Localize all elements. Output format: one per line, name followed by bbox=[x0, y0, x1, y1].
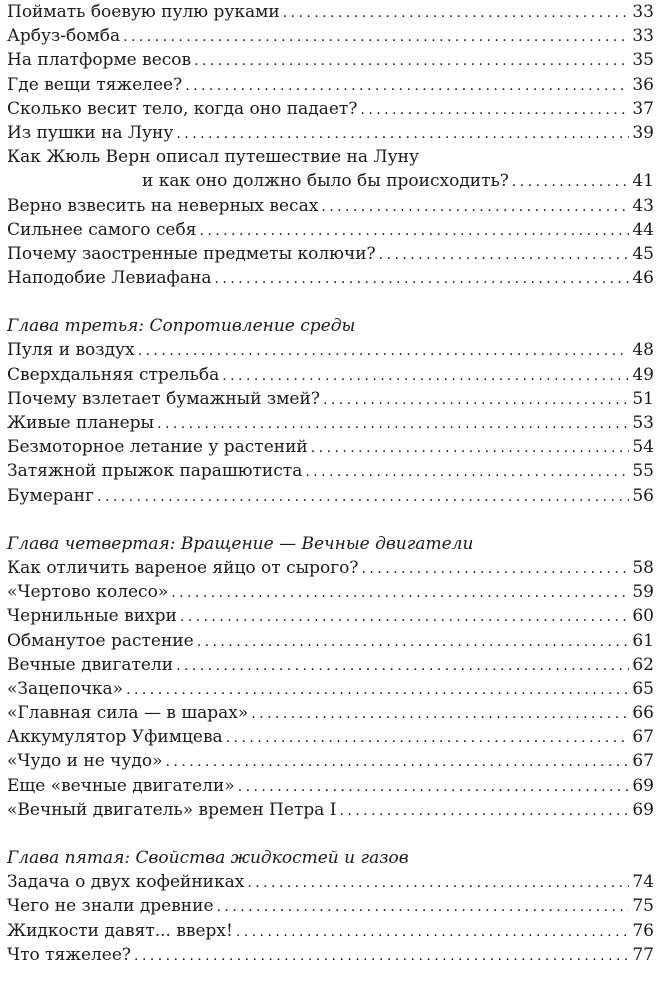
dot-leader bbox=[134, 944, 629, 968]
toc-entry[interactable] bbox=[7, 725, 654, 749]
toc-entry-page: 53 bbox=[632, 413, 654, 433]
section-gap bbox=[7, 508, 654, 532]
dot-leader bbox=[197, 630, 630, 654]
chapter-heading[interactable]: Глава четвертая: Вращение — Вечные двигатели bbox=[7, 533, 474, 554]
dot-leader bbox=[222, 364, 629, 388]
toc-entry[interactable] bbox=[7, 556, 654, 580]
toc-entry-title-line1[interactable]: Как Жюль Верн описал путешествие на Луну bbox=[7, 147, 419, 168]
toc-entry-title: Аккумулятор Уфимцева bbox=[7, 727, 223, 748]
toc-entry[interactable] bbox=[7, 798, 654, 822]
toc-entry[interactable] bbox=[7, 411, 654, 435]
toc-entry-page: 61 bbox=[632, 630, 654, 651]
toc-entry-title: Поймать боевую пулю руками bbox=[7, 2, 280, 22]
toc-entry-page: 67 bbox=[632, 727, 654, 748]
toc-entry-title: Сколько весит тело, когда оно падает? bbox=[7, 98, 358, 119]
toc-entry-title: Обманутое растение bbox=[7, 630, 194, 651]
dot-leader bbox=[166, 750, 630, 774]
toc-entry-page: 59 bbox=[632, 582, 654, 603]
toc-entry-page: 41 bbox=[632, 171, 654, 192]
section-gap bbox=[7, 822, 654, 846]
toc-entry-page: 69 bbox=[632, 775, 654, 796]
toc-entry[interactable] bbox=[7, 870, 654, 894]
dot-leader bbox=[176, 654, 629, 678]
dot-leader bbox=[157, 412, 629, 436]
toc-entry-page: 39 bbox=[632, 122, 654, 143]
toc-entry-page: 74 bbox=[632, 872, 654, 893]
toc-entry[interactable] bbox=[7, 919, 654, 943]
toc-entry-title: Что тяжелее? bbox=[7, 944, 132, 965]
toc-entry[interactable] bbox=[7, 701, 654, 725]
dot-leader bbox=[97, 485, 629, 509]
dot-leader bbox=[362, 557, 630, 581]
toc-section bbox=[7, 846, 654, 967]
toc-entry-page: 60 bbox=[632, 606, 654, 627]
toc-entry-page: 49 bbox=[632, 364, 654, 385]
dot-leader bbox=[226, 726, 630, 750]
toc-entry[interactable] bbox=[7, 774, 654, 798]
table-of-contents bbox=[7, 0, 654, 967]
toc-entry-page: 76 bbox=[632, 920, 654, 941]
dot-leader bbox=[360, 98, 629, 122]
toc-entry[interactable] bbox=[7, 266, 654, 290]
toc-entry-title: «Зацепочка» bbox=[7, 678, 124, 699]
toc-entry-page: 56 bbox=[632, 485, 654, 506]
dot-leader bbox=[323, 388, 629, 412]
toc-entry-title: Живые планеры bbox=[7, 413, 155, 433]
toc-entry[interactable] bbox=[7, 194, 654, 218]
toc-entry-title: Из пушки на Луну bbox=[7, 122, 174, 143]
toc-entry-page: 75 bbox=[632, 896, 654, 917]
toc-entry-page: 33 bbox=[632, 2, 654, 22]
toc-entry[interactable] bbox=[7, 435, 654, 459]
toc-section bbox=[7, 0, 654, 290]
toc-section bbox=[7, 532, 654, 822]
toc-entry-page: 51 bbox=[632, 388, 654, 409]
toc-entry[interactable] bbox=[7, 218, 654, 242]
toc-entry-page: 43 bbox=[632, 195, 654, 216]
toc-entry-page: 67 bbox=[632, 751, 654, 772]
dot-leader bbox=[217, 895, 630, 919]
dot-leader bbox=[194, 49, 629, 73]
toc-entry-title: Пуля и воздух bbox=[7, 340, 135, 361]
dot-leader bbox=[126, 678, 629, 702]
toc-entry[interactable] bbox=[7, 677, 654, 701]
dot-leader bbox=[251, 702, 629, 726]
toc-entry-title: Наподобие Левиафана bbox=[7, 268, 212, 289]
toc-entry[interactable] bbox=[7, 48, 654, 72]
toc-entry-page: 36 bbox=[632, 74, 654, 95]
toc-entry-page: 66 bbox=[632, 703, 654, 724]
toc-entry[interactable] bbox=[7, 459, 654, 483]
toc-entry[interactable] bbox=[7, 943, 654, 967]
dot-leader bbox=[138, 339, 630, 363]
toc-entry[interactable] bbox=[7, 894, 654, 918]
toc-entry-page: 35 bbox=[632, 50, 654, 71]
toc-entry-title: Арбуз-бомба bbox=[7, 26, 121, 47]
dot-leader bbox=[339, 799, 629, 823]
toc-entry-title: Чего не знали древние bbox=[7, 896, 214, 917]
chapter-heading[interactable]: Глава пятая: Свойства жидкостей и газов bbox=[7, 848, 409, 868]
toc-entry-page: 77 bbox=[632, 944, 654, 965]
toc-entry-page: 58 bbox=[632, 557, 654, 578]
dot-leader bbox=[283, 1, 630, 25]
toc-entry[interactable] bbox=[7, 484, 654, 508]
dot-leader bbox=[176, 122, 629, 146]
dot-leader bbox=[512, 170, 629, 194]
dot-leader bbox=[238, 775, 630, 799]
toc-entry-title: Вечные двигатели bbox=[7, 654, 174, 675]
toc-entry-title: Чернильные вихри bbox=[7, 606, 177, 627]
dot-leader bbox=[321, 195, 629, 219]
toc-entry-page: 46 bbox=[632, 268, 654, 289]
toc-entry-page: 54 bbox=[632, 437, 654, 458]
dot-leader bbox=[214, 267, 629, 291]
dot-leader bbox=[247, 871, 629, 895]
toc-entry-title: Сверхдальняя стрельба bbox=[7, 364, 220, 385]
toc-entry-title: На платформе весов bbox=[7, 50, 192, 71]
toc-entry-page: 62 bbox=[632, 654, 654, 675]
toc-entry-title: «Чертово колесо» bbox=[7, 582, 169, 603]
toc-entry-title: Задача о двух кофейниках bbox=[7, 872, 245, 893]
toc-entry-page: 69 bbox=[632, 799, 654, 820]
toc-entry[interactable] bbox=[7, 629, 654, 653]
section-gap bbox=[7, 290, 654, 314]
toc-entry[interactable] bbox=[7, 338, 654, 362]
toc-entry-title: «Вечный двигатель» времен Петра I bbox=[7, 799, 337, 820]
dot-leader bbox=[236, 920, 630, 944]
toc-entry-page: 48 bbox=[632, 340, 654, 361]
toc-entry-title: Почему заостренные предметы колючи? bbox=[7, 243, 376, 264]
chapter-heading[interactable]: Глава третья: Сопротивление среды bbox=[7, 316, 356, 337]
toc-entry-page: 33 bbox=[632, 26, 654, 47]
toc-entry-title: Затяжной прыжок парашютиста bbox=[7, 461, 303, 482]
toc-entry[interactable] bbox=[7, 604, 654, 628]
toc-entry-title: Безмоторное летание у растений bbox=[7, 437, 308, 458]
toc-entry[interactable] bbox=[7, 580, 654, 604]
toc-entry-title: «Чудо и не чудо» bbox=[7, 751, 163, 772]
toc-entry-page: 65 bbox=[632, 678, 654, 699]
toc-entry-page: 45 bbox=[632, 243, 654, 264]
toc-entry-page: 37 bbox=[632, 98, 654, 119]
toc-entry[interactable] bbox=[7, 121, 654, 145]
toc-entry-title: Бумеранг bbox=[7, 485, 95, 506]
dot-leader bbox=[180, 605, 630, 629]
toc-entry[interactable] bbox=[7, 169, 654, 193]
dot-leader bbox=[123, 25, 629, 49]
dot-leader bbox=[379, 243, 630, 267]
toc-entry-title: Где вещи тяжелее? bbox=[7, 74, 183, 95]
dot-leader bbox=[199, 219, 629, 243]
toc-entry-page: 55 bbox=[632, 461, 654, 482]
toc-section bbox=[7, 314, 654, 508]
toc-entry-title: Как отличить вареное яйцо от сырого? bbox=[7, 557, 359, 578]
toc-entry-title: Сильнее самого себя bbox=[7, 219, 197, 240]
toc-entry-title: Еще «вечные двигатели» bbox=[7, 775, 235, 796]
toc-entry-title: Верно взвесить на неверных весах bbox=[7, 195, 319, 216]
toc-entry-title: «Главная сила — в шарах» bbox=[7, 703, 249, 724]
toc-entry[interactable] bbox=[7, 0, 654, 24]
toc-entry[interactable] bbox=[7, 97, 654, 121]
toc-entry[interactable] bbox=[7, 363, 654, 387]
toc-entry-title: Жидкости давят... вверх! bbox=[7, 920, 233, 941]
toc-entry[interactable] bbox=[7, 24, 654, 48]
toc-entry[interactable] bbox=[7, 749, 654, 773]
toc-entry-title: Почему взлетает бумажный змей? bbox=[7, 388, 320, 409]
toc-entry-page: 44 bbox=[632, 219, 654, 240]
toc-entry[interactable] bbox=[7, 387, 654, 411]
dot-leader bbox=[185, 74, 629, 98]
toc-entry-title: и как оно должно было бы происходить? bbox=[142, 171, 509, 192]
dot-leader bbox=[171, 581, 629, 605]
dot-leader bbox=[305, 460, 629, 484]
toc-entry[interactable] bbox=[7, 653, 654, 677]
toc-entry[interactable] bbox=[7, 73, 654, 97]
dot-leader bbox=[311, 436, 630, 460]
toc-entry[interactable] bbox=[7, 242, 654, 266]
